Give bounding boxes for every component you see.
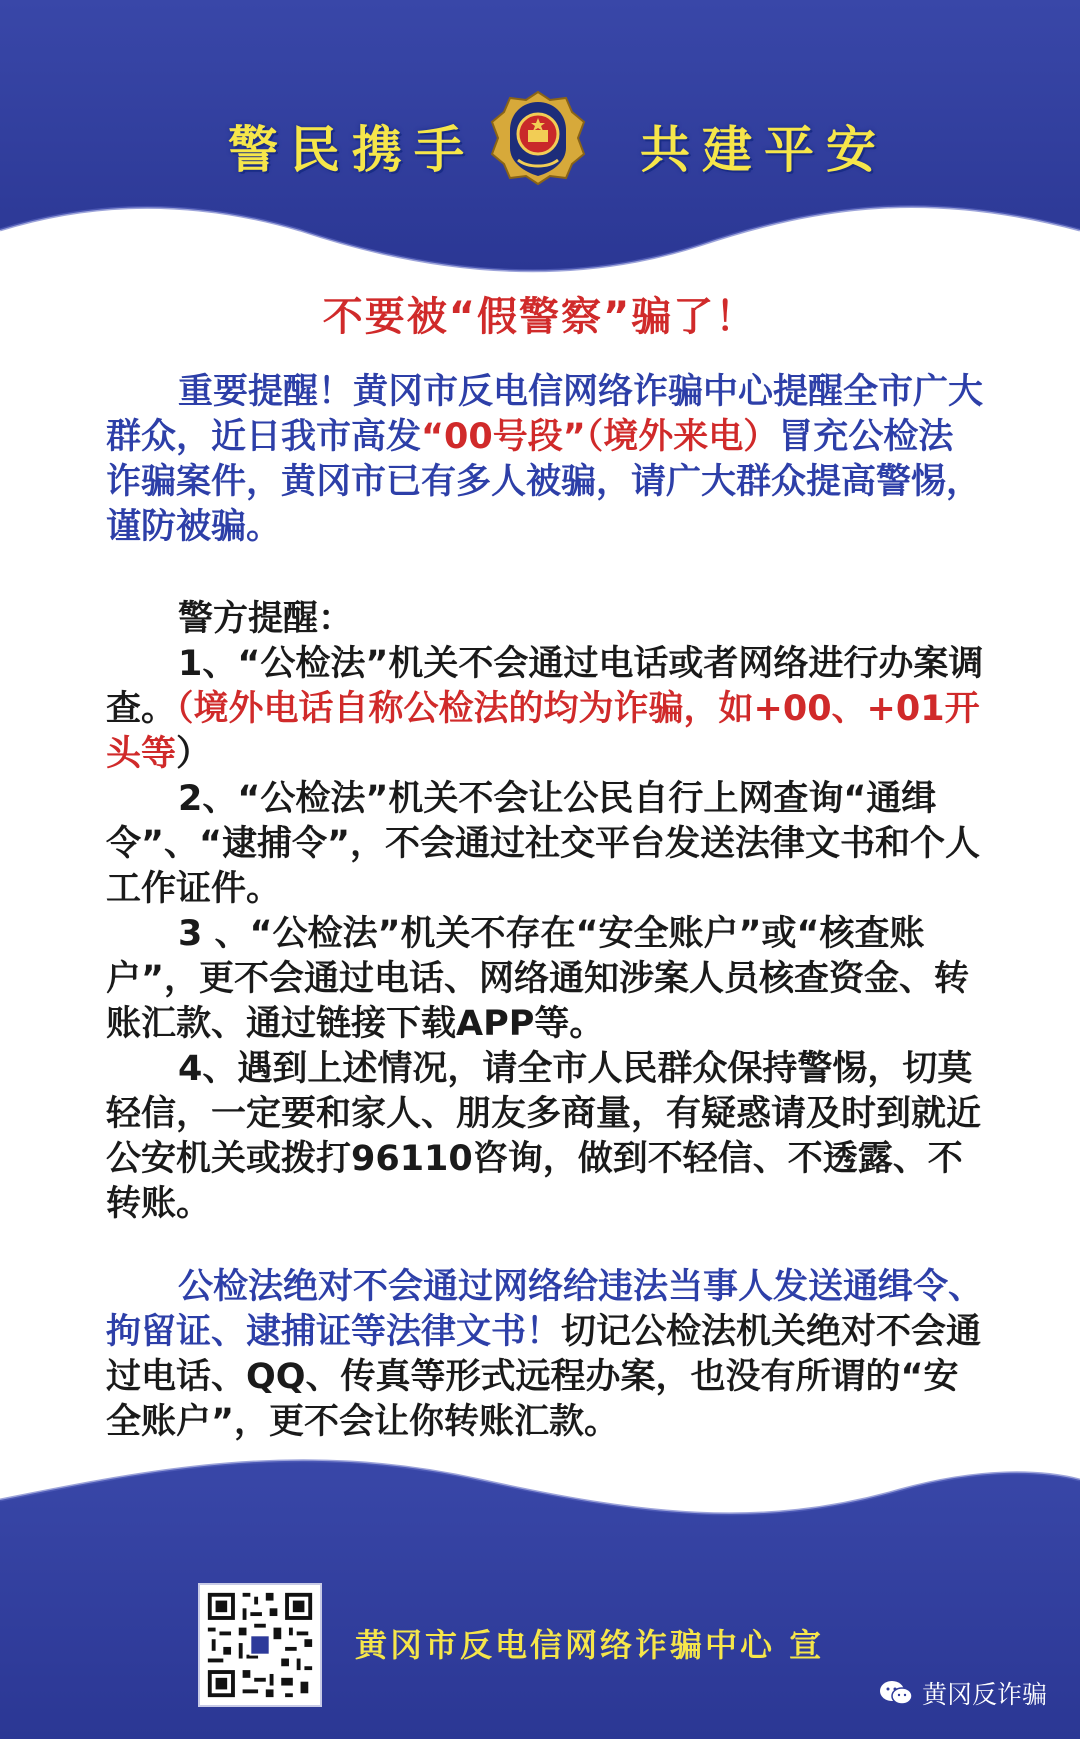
alert-text-a: 重要提醒！黄冈市反电信网络诈骗中心提醒全市广大群众，近日我市高发: [106, 372, 984, 457]
tip-item-4: [106, 1047, 986, 1227]
watermark-text: 黄冈反诈骗: [922, 1680, 1048, 1709]
tip-item-1-close: ）: [176, 734, 212, 774]
qr-code-icon: [200, 1585, 320, 1705]
closing-paragraph: [106, 1265, 986, 1445]
tip-item-1-warning: （境外电话自称公检法的均为诈骗，如+00、+01开头等: [106, 689, 980, 774]
tip-item-3: [106, 912, 986, 1047]
alert-text-c: 冒充公检法诈骗案件，黄冈市已有多人被骗，请广大群众提高警惕，谨防被骗。: [106, 417, 982, 547]
tip-item-2: [106, 777, 986, 912]
footer-org: 黄冈市反电信网络诈骗中心 宣: [355, 1626, 825, 1664]
slogan-left: 警民携手: [228, 121, 476, 179]
alert-paragraph: [106, 370, 986, 550]
closing-text-blue: 公检法绝对不会通过网络给违法当事人发送通缉令、拘留证、逮捕证等法律文书！: [106, 1267, 984, 1352]
tip-item-3-text: 3 、“公检法”机关不存在“安全账户”或“核查账户”，更不会通过电话、网络通知涉案人员核查资金、转账汇款、通过链接下载APP等。: [106, 914, 970, 1044]
watermark: [878, 1675, 1047, 1711]
closing-text-black: 切记公检法机关绝对不会通过电话、QQ、传真等形式远程办案，也没有所谓的“安全账户”，更不会让你转账汇款。: [106, 1312, 982, 1442]
tips-title-line: [106, 597, 986, 642]
police-tips: [106, 597, 986, 1227]
tip-item-1-text: 1、“公检法”机关不会通过电话或者网络进行办案调查。: [106, 644, 984, 729]
headline: 不要被“假警察”骗了！: [322, 294, 758, 340]
alert-text-b: “00号段”（境外来电）: [421, 417, 779, 457]
tip-item-4-text: 4、遇到上述情况，请全市人民群众保持警惕，切莫轻信，一定要和家人、朋友多商量，有疑惑请及时到就近公安机关或拨打96110咨询，做到不轻信、不透露、不转账。: [106, 1049, 982, 1224]
slogan-right: 共建平安: [640, 121, 888, 179]
wechat-icon: [878, 1679, 914, 1707]
tip-item-1: [106, 642, 986, 777]
tips-title: 警方提醒：: [178, 599, 354, 639]
tip-item-2-text: 2、“公检法”机关不会让公民自行上网查询“通缉令”、“逮捕令”，不会通过社交平台发送法律文书和个人工作证件。: [106, 779, 981, 909]
police-badge-icon: [488, 88, 588, 188]
